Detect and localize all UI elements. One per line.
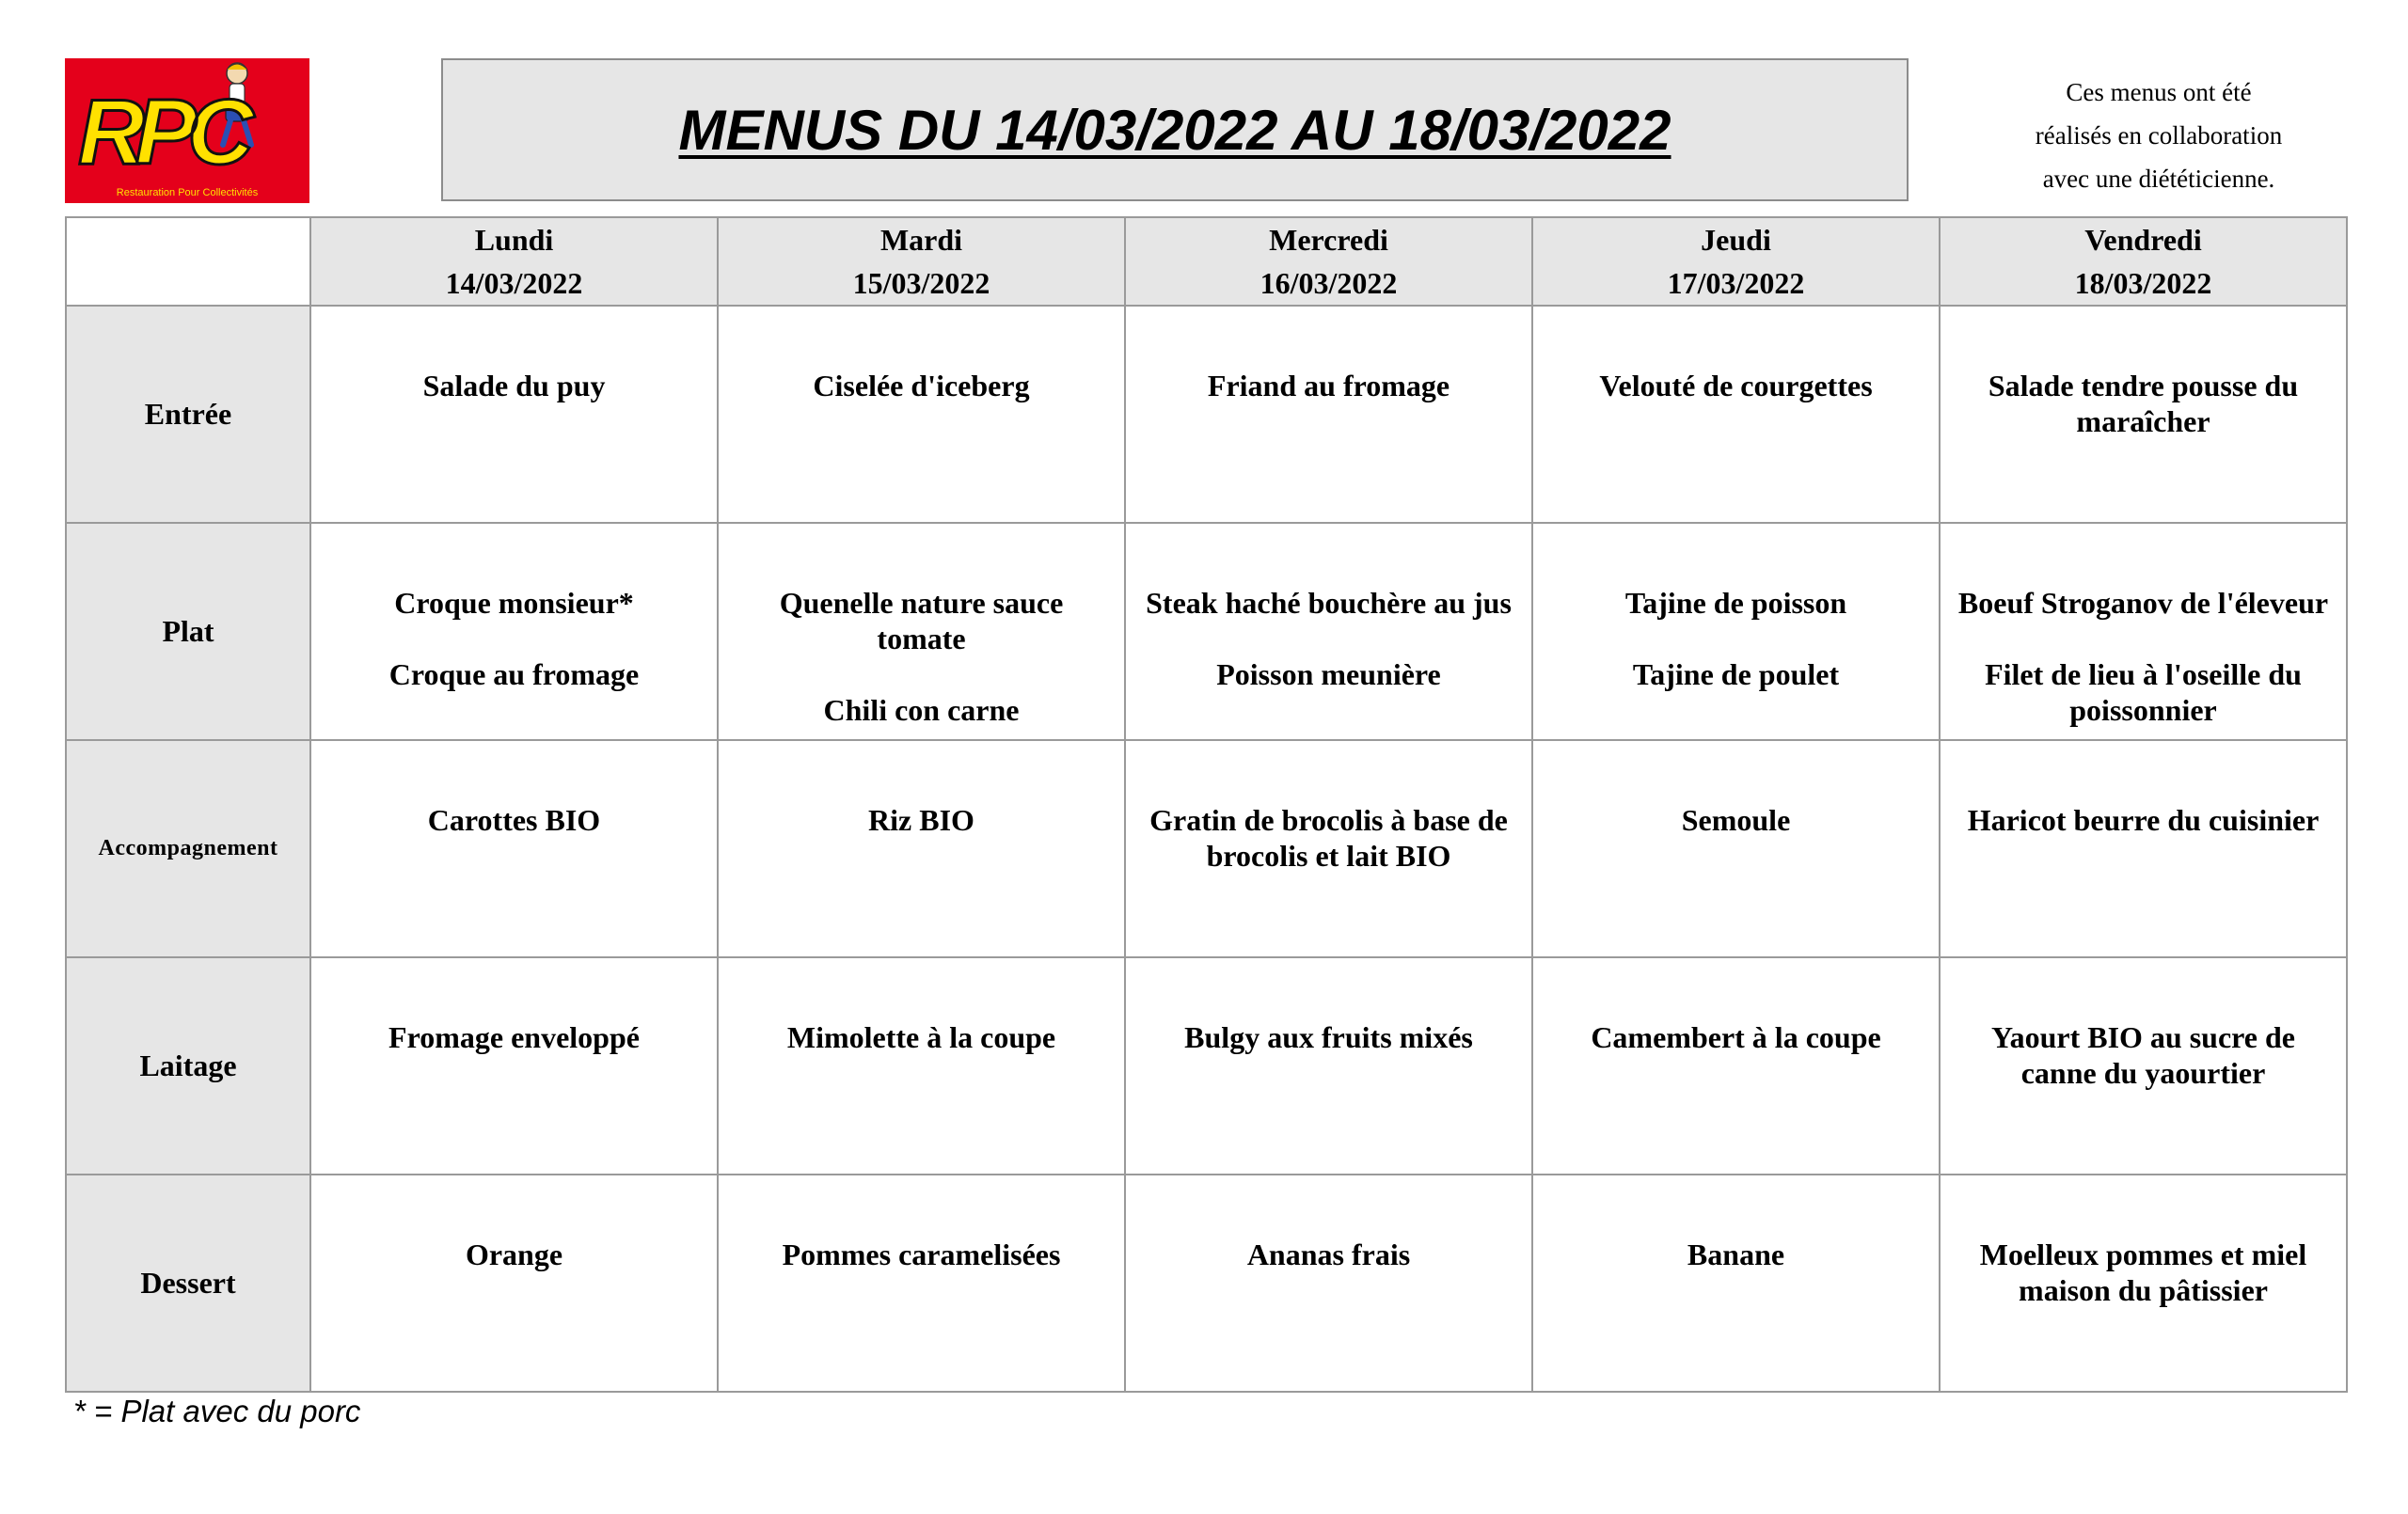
dish-name: Tajine de poulet <box>1632 657 1840 691</box>
note-line: avec une diététicienne. <box>2042 165 2275 193</box>
menu-cell <box>1125 957 1532 1175</box>
day-name: Mercredi <box>1269 223 1388 257</box>
row-label: Accompagnement <box>66 740 310 957</box>
day-date: 17/03/2022 <box>1667 266 1805 300</box>
day-name: Jeudi <box>1701 223 1771 257</box>
logo-tagline: Restauration Pour Collectivités <box>116 187 259 198</box>
menu-cell <box>718 523 1125 740</box>
day-name: Lundi <box>474 223 554 257</box>
day-date: 14/03/2022 <box>445 266 583 300</box>
day-date: 15/03/2022 <box>852 266 990 300</box>
menu-row-dessert <box>66 1175 2347 1392</box>
row-label: Laitage <box>66 957 310 1175</box>
dish-name: Poisson meunière <box>1216 657 1441 691</box>
dish-name: Croque au fromage <box>388 657 640 691</box>
menu-cell <box>310 1175 718 1392</box>
day-header-mardi <box>718 217 1125 306</box>
menu-cell <box>1532 957 1940 1175</box>
dish-name: Bulgy aux fruits mixés <box>1184 1020 1473 1054</box>
dish-name: Moelleux pommes et miel maison du pâtissier <box>1979 1238 2307 1307</box>
dish-name: Camembert à la coupe <box>1591 1020 1881 1054</box>
menu-cell <box>718 1175 1125 1392</box>
menu-cell <box>718 740 1125 957</box>
menu-row-accompagnement <box>66 740 2347 957</box>
day-name: Vendredi <box>2084 223 2202 257</box>
note-line: réalisés en collaboration <box>2035 121 2283 150</box>
page-title: MENUS DU 14/03/2022 AU 18/03/2022 <box>678 98 1671 162</box>
row-label: Plat <box>66 523 310 740</box>
dish-name: Carottes BIO <box>427 803 601 837</box>
menu-cell <box>1125 306 1532 523</box>
menu-cell <box>1532 306 1940 523</box>
day-header-vendredi <box>1940 217 2347 306</box>
pork-footnote: * = Plat avec du porc <box>73 1394 361 1428</box>
menu-cell <box>718 957 1125 1175</box>
menu-cell <box>1940 740 2347 957</box>
menu-cell <box>1532 523 1940 740</box>
dish-name: Boeuf Stroganov de l'éleveur <box>1957 586 2329 620</box>
dish-name: Yaourt BIO au sucre de canne du yaourtier <box>1991 1020 2295 1090</box>
menu-cell <box>1940 523 2347 740</box>
menu-cell <box>1532 740 1940 957</box>
row-label: Dessert <box>66 1175 310 1392</box>
day-header-lundi <box>310 217 718 306</box>
menu-cell <box>1940 306 2347 523</box>
dish-name: Salade tendre pousse du maraîcher <box>1988 369 2299 438</box>
dish-name: Salade du puy <box>422 369 606 402</box>
dish-name: Pommes caramelisées <box>782 1238 1061 1271</box>
dish-name: Semoule <box>1681 803 1791 837</box>
note-line: Ces menus ont été <box>2066 78 2252 106</box>
menu-cell <box>310 740 718 957</box>
dish-name: Filet de lieu à l'oseille du poissonnier <box>1985 657 2302 727</box>
dish-name: Croque monsieur* <box>394 586 634 620</box>
menu-row-entree <box>66 306 2347 523</box>
menu-row-plat <box>66 523 2347 740</box>
row-label: Entrée <box>66 306 310 523</box>
dish-name: Quenelle nature sauce tomate <box>779 586 1064 655</box>
dish-name: Fromage enveloppé <box>388 1020 640 1054</box>
rpc-logo <box>65 58 309 203</box>
day-name: Mardi <box>879 223 963 257</box>
day-date: 16/03/2022 <box>1259 266 1398 300</box>
menu-cell <box>1940 1175 2347 1392</box>
title-box <box>441 58 1909 201</box>
dish-name: Ciselée d'iceberg <box>813 369 1030 402</box>
dish-name: Banane <box>1687 1238 1785 1271</box>
dish-name: Mimolette à la coupe <box>786 1020 1056 1054</box>
dish-name: Ananas frais <box>1246 1238 1411 1271</box>
dish-name: Chili con carne <box>823 693 1020 727</box>
menu-table <box>65 216 2348 1393</box>
dish-name: Haricot beurre du cuisinier <box>1967 803 2320 837</box>
menu-cell <box>310 523 718 740</box>
logo-letters: RPC <box>78 80 245 183</box>
menu-cell <box>1125 740 1532 957</box>
dish-name: Orange <box>465 1238 563 1271</box>
day-header-jeudi <box>1532 217 1940 306</box>
day-header-mercredi <box>1125 217 1532 306</box>
menu-row-laitage <box>66 957 2347 1175</box>
dish-name: Steak haché bouchère au jus <box>1146 586 1512 620</box>
menu-cell <box>718 306 1125 523</box>
dietitian-note <box>1938 71 2380 200</box>
menu-cell <box>1940 957 2347 1175</box>
dish-name: Gratin de brocolis à base de brocolis et lait BIO <box>1149 803 1508 873</box>
menu-cell <box>1125 1175 1532 1392</box>
corner-cell <box>66 217 310 306</box>
day-header-row <box>66 217 2347 306</box>
menu-cell <box>310 957 718 1175</box>
menu-cell <box>1532 1175 1940 1392</box>
dish-name: Velouté de courgettes <box>1599 369 1873 402</box>
dish-name: Riz BIO <box>868 803 974 837</box>
dish-name: Friand au fromage <box>1207 369 1450 402</box>
menu-cell <box>310 306 718 523</box>
dish-name: Tajine de poisson <box>1624 586 1847 620</box>
menu-cell <box>1125 523 1532 740</box>
day-date: 18/03/2022 <box>2074 266 2212 300</box>
